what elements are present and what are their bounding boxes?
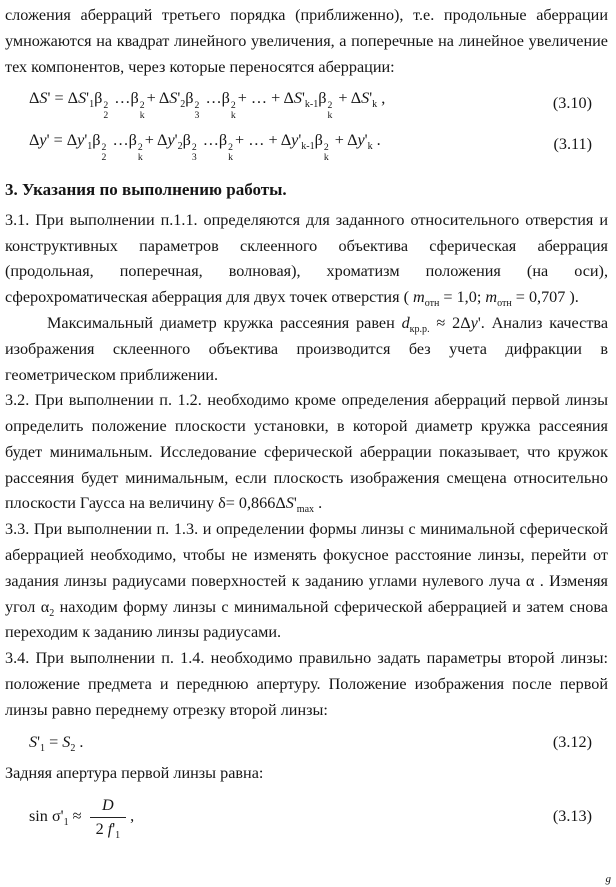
equation-3-13-number: (3.13) [552, 807, 592, 826]
fraction [90, 795, 127, 839]
paragraph-3-1-note: Максимальный диаметр кружка рассеяния равен $d_{кр.р.} \approx 2\Delta y'$. Анализ качества изображения склеенного объектива производится без учета дифракции в геометрическом приближении. [5, 313, 609, 384]
paragraph-rear-aperture: Задняя апертура первой линзы равна: [5, 764, 264, 783]
paragraph-3-1: 3.1. При выполнении п.1.1. определяются для заданного относительного отверстия и конструктивных параметров склеенного объектива сферическая аберрация (продольная, поперечная, волновая), хроматизм положения (на оси), сферохроматическая аберрация для двух точек отверстия ( $m_{отн} = 1,0$; $m_{отн} = 0,707$ ). [5, 210, 608, 310]
equation-3-13 [5, 795, 608, 839]
equation-3-12-number: (3.12) [552, 732, 592, 751]
section-heading: 3. Указания по выполнению работы. [5, 179, 287, 199]
equation-3-13-tail: , [130, 806, 135, 825]
paragraph-3-4: 3.4. При выполнении п. 1.4. необходимо правильно задать параметры второй линзы: положение предмета и переднюю апертуру. Положение изображения после первой линзы равно переднему отрезку второй линзы: [5, 649, 608, 719]
equation-3-11-body: $\Delta y' = \Delta y'_1\beta$ 2 2 …β 2 k + $\Delta y'_2\beta$ 2 3 …β 2 k + … + $\Delta y'_{k-1}\beta$ 2 k + $\Delta y'_k$ . [29, 130, 381, 163]
page-corner-mark: g [605, 873, 611, 885]
equation-3-10 [5, 86, 608, 121]
fraction-denominator: 2 $f'_1$ [95, 819, 121, 841]
equation-3-12-body: $S'_1 = S_2$ . [29, 732, 84, 754]
equation-3-12 [5, 730, 608, 756]
paragraph-3-3: 3.3. При выполнении п. 1.3. и определении формы линзы с минимальной сферической аберрацией необходимо, чтобы не изменять фокусное расстояние линзы, перейти от задания линзы радиусами поверхностей к заданию углами нулевого луча α . Изменяя угол $\alpha_2$ находим форму линзы с минимальной сферической аберрацией и затем снова переходим к заданию линзы радиусами. [5, 520, 608, 642]
fraction-numerator: D [90, 795, 127, 817]
equation-3-11 [5, 128, 608, 163]
equation-3-10-body: $\Delta S' = \Delta S'_1\beta$ 2 2 …β 2 k + $\Delta S'_2\beta$ 2 3 …β 2 k + … + $\Delta S'_{k-1}\beta$ 2 k + $\Delta S'_k$ , [29, 89, 386, 122]
equation-3-11-number: (3.11) [553, 135, 592, 154]
equation-3-13-body [29, 795, 134, 839]
equation-3-13-lhs: $\sin \sigma'_1$ ≈ [29, 806, 86, 828]
paragraph-3-2: 3.2. При выполнении п. 1.2. необходимо кроме определения аберраций первой линзы определить положение плоскости установки, в которой диаметр кружка рассеяния будет минимальным. Исследование сферической аберрации показывает, что кружок рассеяния будет минимальным, если плоскость изображения смещена относительно плоскости Гаусса на величину $\delta= 0,866\Delta S'_{max}$ . [5, 391, 608, 516]
equation-3-10-number: (3.10) [552, 94, 592, 113]
intro-paragraph: сложения аберраций третьего порядка (приближенно), т.е. продольные аберрации умножаются на квадрат линейного увеличения, а поперечные на линейное увеличение тех компонентов, через которые переносятся аберрации: [5, 6, 608, 76]
